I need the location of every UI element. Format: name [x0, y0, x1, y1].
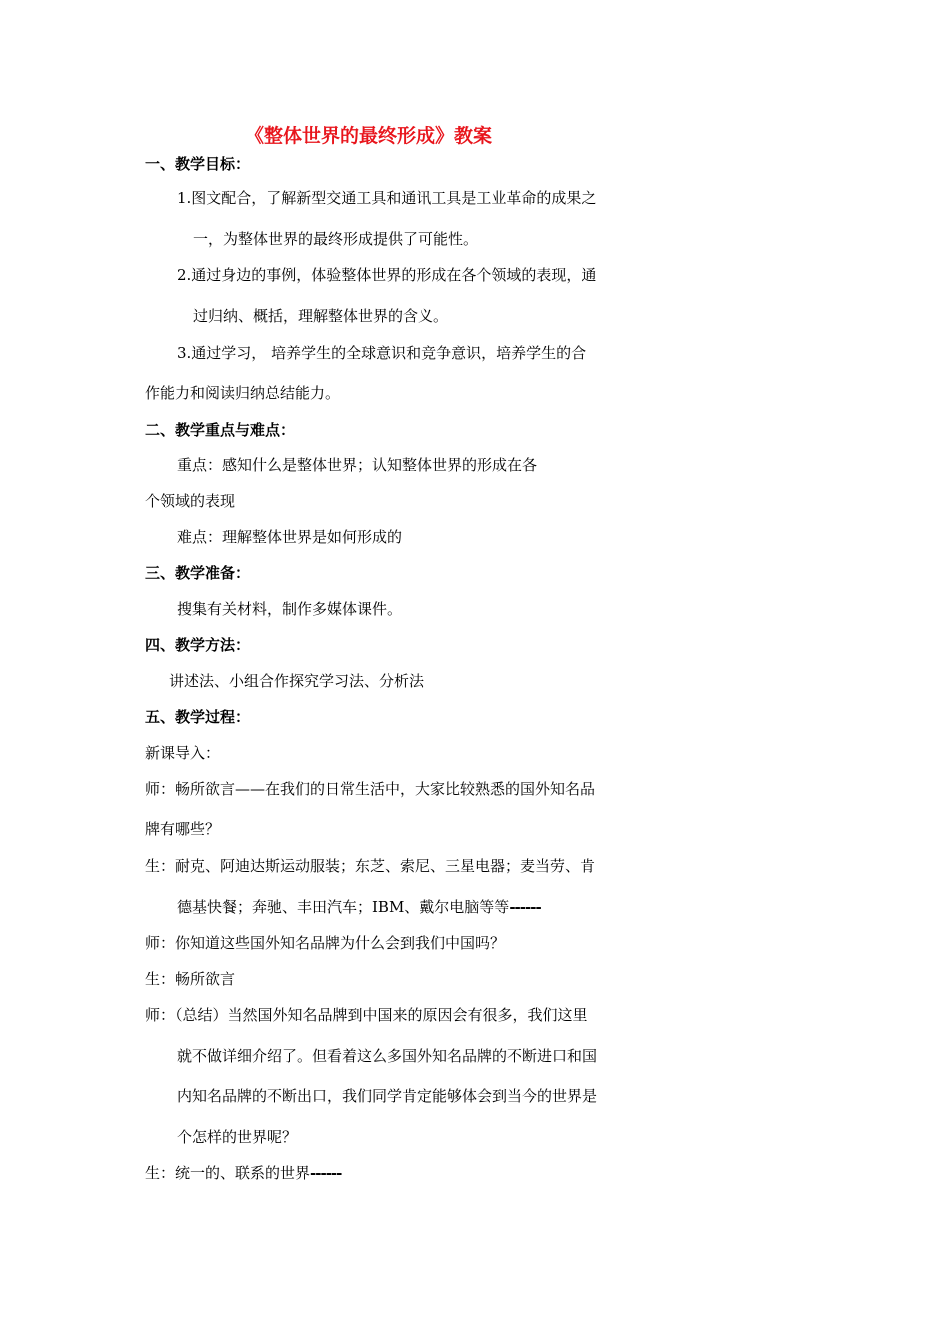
teacher-line-5c: 内知名品牌的不断出口，我们同学肯定能够体会到当今的世界是	[177, 1087, 598, 1105]
student-line-2a: 生：耐克、阿迪达斯运动服装；东芝、索尼、三星电器；麦当劳、肯	[145, 857, 596, 875]
process-intro: 新课导入：	[145, 744, 221, 762]
student-line-6-text: 生：统一的、联系的世界	[145, 1164, 311, 1182]
key-point-line-2: 个领域的表现	[145, 492, 236, 510]
teacher-line-5d: 个怎样的世界呢？	[177, 1128, 298, 1146]
objective-2-line-1: 2.通过身边的事例，体验整体世界的形成在各个领域的表现，通	[177, 266, 597, 284]
teacher-line-1a: 师：畅所欲言——在我们的日常生活中，大家比较熟悉的国外知名品	[145, 780, 596, 798]
section-heading-methods: 四、教学方法：	[145, 636, 251, 654]
teacher-line-5a: 师：（总结）当然国外知名品牌到中国来的原因会有很多，我们这里	[145, 1006, 588, 1024]
student-line-2b	[177, 897, 541, 917]
teacher-line-1b: 牌有哪些？	[145, 820, 221, 838]
document-title: 《整体世界的最终形成》教案	[245, 125, 493, 147]
section-heading-key-points: 二、教学重点与难点：	[145, 421, 296, 439]
ellipsis-dashes: ------	[310, 1164, 342, 1182]
student-line-4: 生：畅所欲言	[145, 970, 236, 988]
teacher-line-5b: 就不做详细介绍了。但看着这么多国外知名品牌的不断进口和国	[177, 1047, 598, 1065]
objective-3-line-1: 3.通过学习， 培养学生的全球意识和竞争意识，培养学生的合	[177, 344, 587, 362]
key-point-line-1: 重点：感知什么是整体世界；认知整体世界的形成在各	[177, 456, 538, 474]
section-heading-objectives: 一、教学目标：	[145, 155, 251, 173]
ellipsis-dashes: ------	[509, 898, 541, 916]
preparation-text: 搜集有关材料，制作多媒体课件。	[177, 600, 403, 618]
objective-1-line-1: 1.图文配合，了解新型交通工具和通讯工具是工业革命的成果之	[177, 189, 597, 207]
methods-text: 讲述法、小组合作探究学习法、分析法	[169, 672, 425, 690]
section-heading-preparation: 三、教学准备：	[145, 564, 251, 582]
difficulty-line: 难点：理解整体世界是如何形成的	[177, 528, 403, 546]
objective-3-line-2: 作能力和阅读归纳总结能力。	[145, 384, 341, 402]
student-line-2b-text: 德基快餐；奔驰、丰田汽车；IBM、戴尔电脑等等	[177, 898, 510, 916]
teacher-line-3: 师：你知道这些国外知名品牌为什么会到我们中国吗？	[145, 934, 506, 952]
objective-1-line-2: 一，为整体世界的最终形成提供了可能性。	[193, 230, 479, 248]
objective-2-line-2: 过归纳、概括，理解整体世界的含义。	[193, 307, 449, 325]
section-heading-process: 五、教学过程：	[145, 708, 251, 726]
student-line-6	[145, 1163, 341, 1183]
